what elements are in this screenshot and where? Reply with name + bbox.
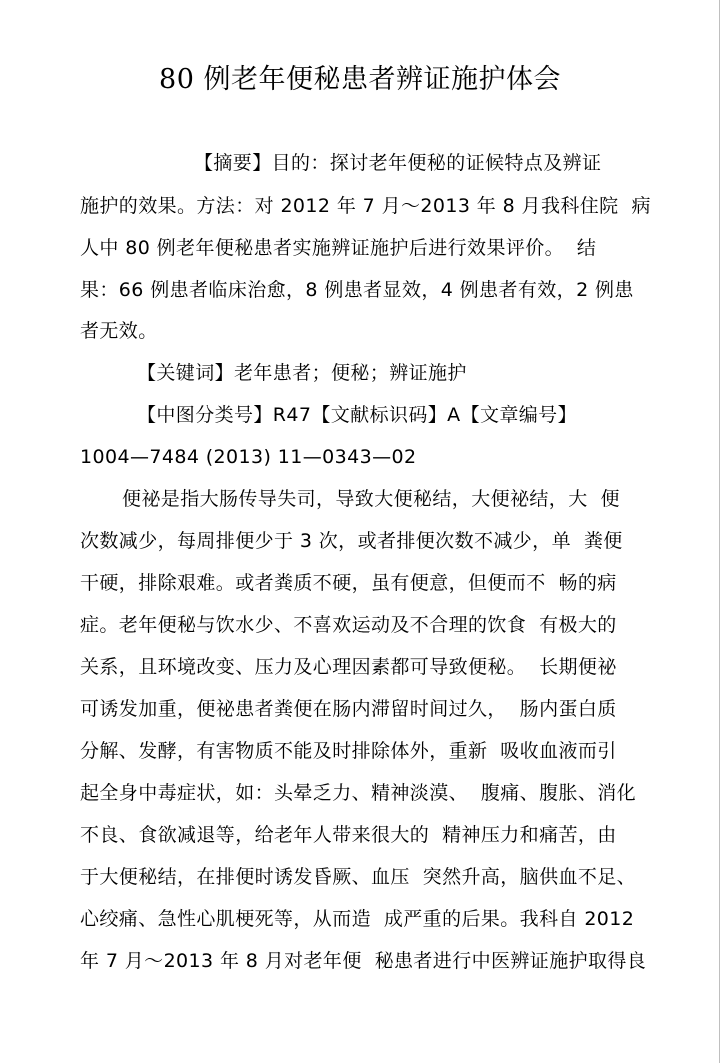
body-line: 心绞痛、急性心肌梗死等，从而造 成严重的后果。我科自 2012 <box>80 908 635 930</box>
abstract-line: 【摘要】目的：探讨老年便秘的证候特点及辨证 <box>194 152 602 174</box>
abstract-line: 人中 80 例老年便秘患者实施辨证施护后进行效果评价。 结 <box>80 237 597 259</box>
abstract-line: 者无效。 <box>80 320 158 342</box>
body-line: 便祕是指大肠传导失司，导致大便秘结，大便祕结，大 便 <box>122 488 620 510</box>
body-line: 年 7 月～2013 年 8 月对老年便 秘患者进行中医辨证施护取得良 <box>80 950 647 972</box>
keywords-line: 【关键词】老年患者；便秘；辨证施护 <box>137 362 467 384</box>
article-number-line: 1004—7484 (2013) 11—0343—02 <box>80 446 417 468</box>
body-line: 关系，且环境改变、压力及心理因素都可导致便秘。 长期便祕 <box>80 656 617 678</box>
body-line: 症。老年便秘与饮水少、不喜欢运动及不合理的饮食 有极大的 <box>80 614 617 636</box>
body-line: 分解、发酵，有害物质不能及时排除体外，重新 吸收血液而引 <box>80 740 617 762</box>
body-line: 于大便秘结，在排便时诱发昏厥、血压 突然升高，脑供血不足、 <box>80 866 637 888</box>
abstract-line: 施护的效果。方法：对 2012 年 7 月～2013 年 8 月我科住院 病 <box>80 195 651 217</box>
document-title: 80 例老年便秘患者辨证施护体会 <box>159 64 561 95</box>
classification-line: 【中图分类号】R47【文献标识码】A【文章编号】 <box>137 404 577 426</box>
body-line: 可诱发加重，便祕患者粪便在肠内滞留时间过久， 肠内蛋白质 <box>80 698 617 720</box>
body-line: 起全身中毒症状，如：头晕乏力、精神淡漠、 腹痛、腹胀、消化 <box>80 782 637 804</box>
abstract-line: 果：66 例患者临床治愈，8 例患者显效，4 例患者有效，2 例患 <box>80 279 634 301</box>
body-line: 干硬，排除艰难。或者粪质不硬，虽有便意，但便而不 畅的病 <box>80 572 617 594</box>
body-line: 不良、食欲减退等，给老年人带来很大的 精神压力和痛苦，由 <box>80 824 617 846</box>
body-line: 次数减少，每周排便少于 3 次，或者排便次数不减少，单 粪便 <box>80 530 623 552</box>
